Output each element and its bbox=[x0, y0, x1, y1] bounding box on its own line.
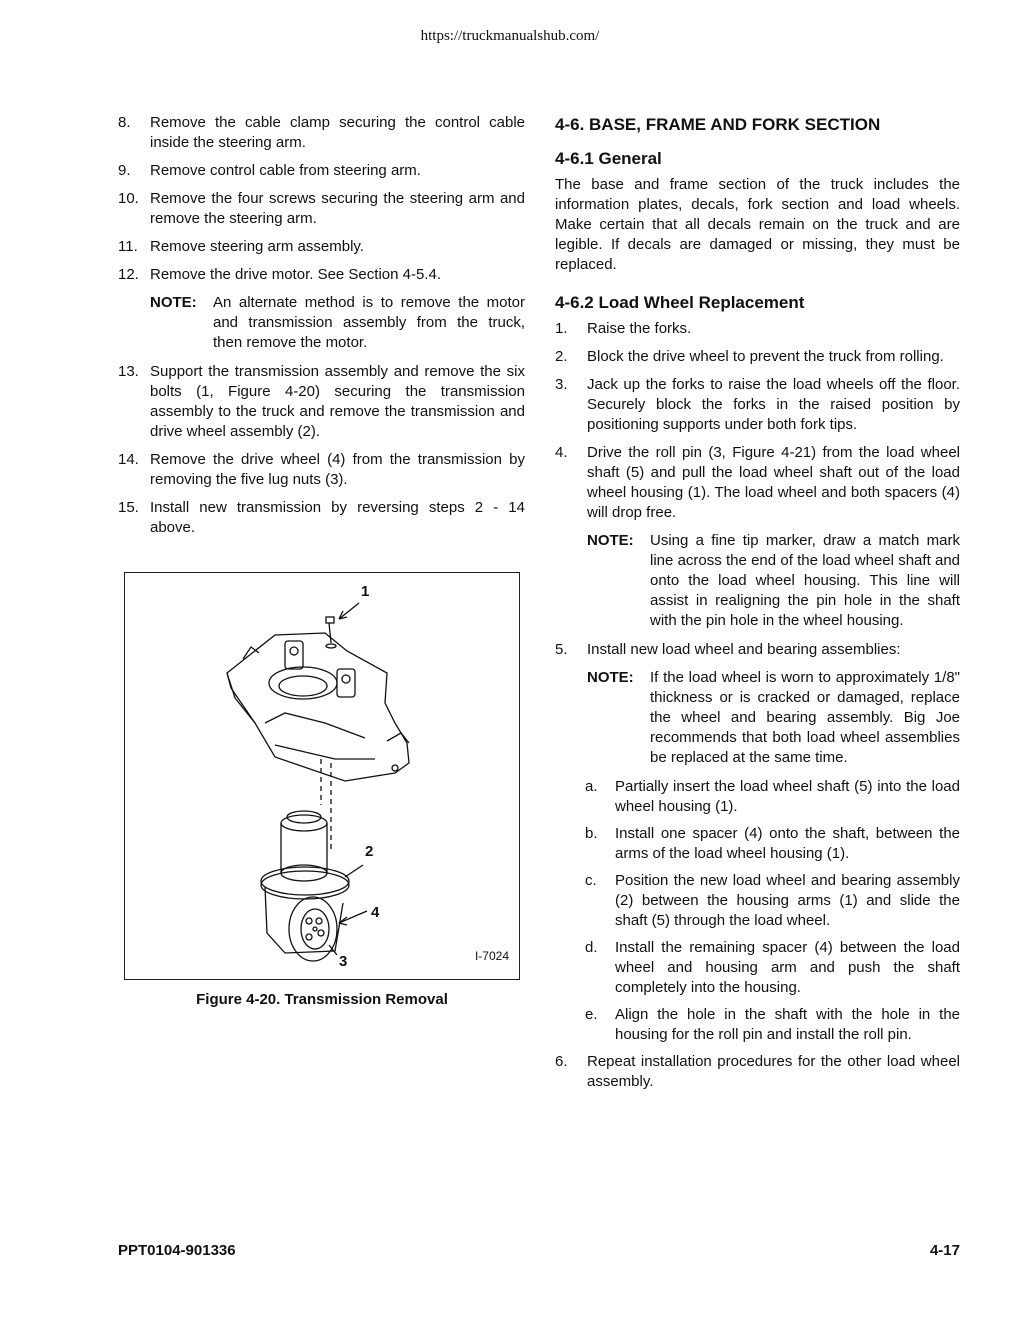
substep-d: d. Install the remaining spacer (4) between the load wheel and housing arm and push the shaft completely into the housing. bbox=[585, 939, 960, 996]
callout-lug-nuts: 3 bbox=[339, 953, 348, 970]
step-10: 10. Remove the four screws securing the steering arm and remove the steering arm. bbox=[118, 190, 525, 227]
transmission-illustration bbox=[125, 573, 521, 981]
step-13: 13. Support the transmission assembly and remove the six bolts (1, Figure 4-20) securing the transmission assembly to the truck and remove the transmission and drive wheel assembly (2). bbox=[118, 363, 525, 440]
substep-c: c. Position the new load wheel and bearing assembly (2) between the housing arms (1) and slide the shaft (5) through the load wheel. bbox=[585, 872, 960, 929]
rstep-1: 1. Raise the forks. bbox=[555, 320, 692, 337]
figure-caption: Figure 4-20. Transmission Removal bbox=[196, 991, 448, 1008]
substep-e: e. Align the hole in the shaft with the hole in the housing for the roll pin and install the roll pin. bbox=[585, 1006, 960, 1043]
note-match-mark: NOTE: Using a fine tip marker, draw a match mark line across the end of the load wheel shaft and onto the load wheel housing. This line will assist in realigning the pin hole in the shaft with the pin hole in the wheel housing. bbox=[587, 532, 960, 629]
figure-id: I-7024 bbox=[474, 949, 509, 963]
general-paragraph: The base and frame section of the truck includes the information plates, decals, fork section and load wheels. Make certain that all decals remain on the truck and are legible. If decals are damaged or missing, they must be replaced. bbox=[555, 176, 960, 273]
note-wheel-wear: NOTE: If the load wheel is worn to approximately 1/8" thickness or is cracked or damaged, replace the wheel and bearing assembly. Big Joe recommends that both load wheel assemblies be replaced at the same time. bbox=[587, 669, 960, 766]
rstep-3: 3. Jack up the forks to raise the load wheels off the floor. Securely block the forks in the raised position by positioning supports under both fork tips. bbox=[555, 376, 960, 433]
step-9: 9. Remove control cable from steering arm. bbox=[118, 162, 421, 179]
rstep-6: 6. Repeat installation procedures for the other load wheel assembly. bbox=[555, 1053, 960, 1090]
step-11: 11. Remove steering arm assembly. bbox=[118, 238, 364, 255]
rstep-4: 4. Drive the roll pin (3, Figure 4-21) from the load wheel shaft (5) and pull the load wheel shaft out of the load wheel housing (1). The load wheel and both spacers (4) will drop free. bbox=[555, 444, 960, 521]
substep-a: a. Partially insert the load wheel shaft (5) into the load wheel housing (1). bbox=[585, 778, 960, 815]
step-12: 12. Remove the drive motor. See Section 4-5.4. bbox=[118, 266, 441, 283]
rstep-5: 5. Install new load wheel and bearing assemblies: bbox=[555, 641, 901, 658]
substep-b: b. Install one spacer (4) onto the shaft, between the arms of the load wheel housing (1). bbox=[585, 825, 960, 862]
callout-drive-wheel: 4 bbox=[371, 904, 380, 921]
general-heading: 4-6.1 General bbox=[555, 149, 662, 168]
transmission-figure bbox=[124, 572, 520, 980]
callout-bolts: 1 bbox=[361, 583, 370, 600]
step-15: 15. Install new transmission by reversing steps 2 - 14 above. bbox=[118, 499, 525, 536]
callout-transmission: 2 bbox=[365, 843, 374, 860]
step-8: 8. Remove the cable clamp securing the control cable inside the steering arm. bbox=[118, 114, 525, 151]
left-column bbox=[118, 113, 525, 546]
document-number: PPT0104-901336 bbox=[118, 1242, 236, 1259]
section-title: 4-6. BASE, FRAME AND FORK SECTION bbox=[555, 115, 881, 134]
rstep-2: 2. Block the drive wheel to prevent the truck from rolling. bbox=[555, 348, 944, 365]
source-url[interactable]: https://truckmanualshub.com/ bbox=[420, 28, 600, 44]
load-wheel-heading: 4-6.2 Load Wheel Replacement bbox=[555, 293, 805, 312]
page-number: 4-17 bbox=[929, 1242, 960, 1259]
step-14: 14. Remove the drive wheel (4) from the transmission by removing the five lug nuts (3). bbox=[118, 451, 525, 488]
right-column bbox=[555, 113, 960, 1100]
note-alternate-method: NOTE: An alternate method is to remove the motor and transmission assembly from the truck, then remove the motor. bbox=[150, 294, 525, 351]
